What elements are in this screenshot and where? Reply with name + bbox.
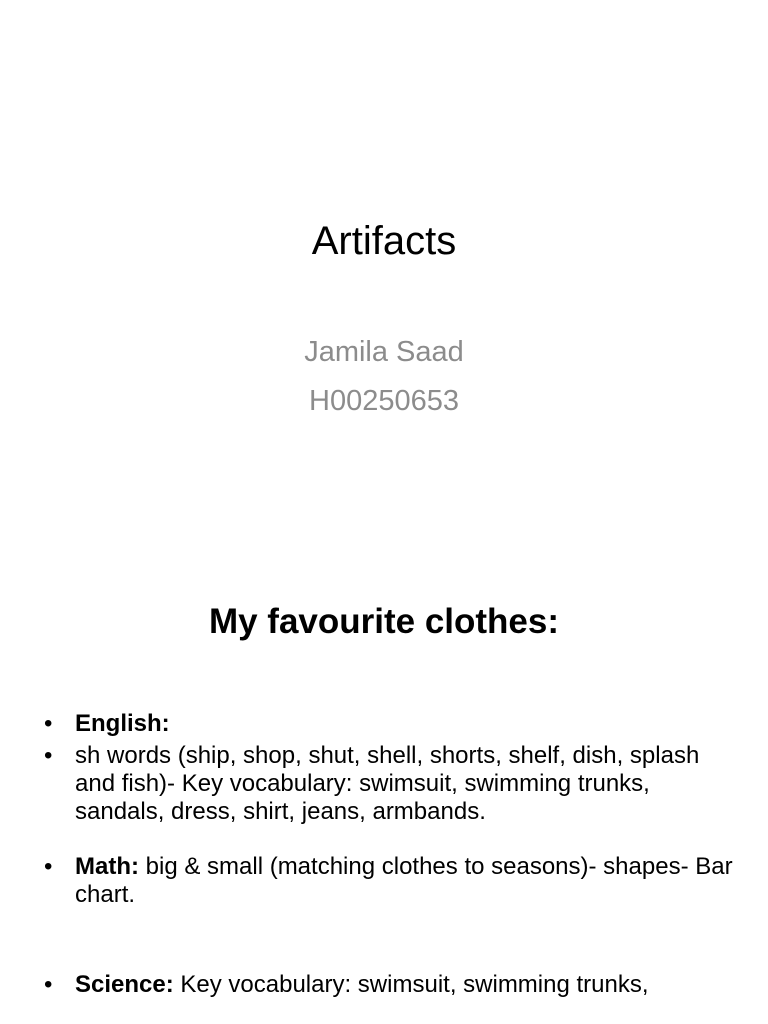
bullet-label: Math:: [75, 853, 139, 880]
bullet-dot-icon: •: [44, 971, 53, 998]
slide-heading: My favourite clothes:: [208, 602, 560, 641]
bullet-list: [44, 710, 744, 999]
author-name: Jamila Saad: [304, 336, 464, 368]
bullet-math: [44, 853, 744, 909]
student-id: H00250653: [309, 385, 459, 417]
bullet-dot-icon: •: [44, 742, 53, 769]
slide-title: Artifacts: [311, 219, 457, 263]
bullet-label: English:: [75, 710, 170, 737]
bullet-dot-icon: •: [44, 710, 53, 737]
bullet-sh-words: [44, 742, 744, 826]
bullet-english: [44, 710, 744, 738]
bullet-science: [44, 971, 744, 999]
bullet-dot-icon: •: [44, 853, 53, 880]
bullet-text: sh words (ship, shop, shut, shell, shorts, shelf, dish, splash and fish)- Key vocabulary: swimsuit, swimming trunks, sandals, dress, shirt, jeans, armbands.: [75, 742, 700, 825]
bullet-label: Science:: [75, 971, 174, 998]
content-slide: [0, 576, 768, 1024]
bullet-text: Key vocabulary: swimsuit, swimming trunks,: [173, 971, 649, 998]
bullet-text: big & small (matching clothes to seasons)- shapes- Bar chart.: [75, 853, 733, 908]
